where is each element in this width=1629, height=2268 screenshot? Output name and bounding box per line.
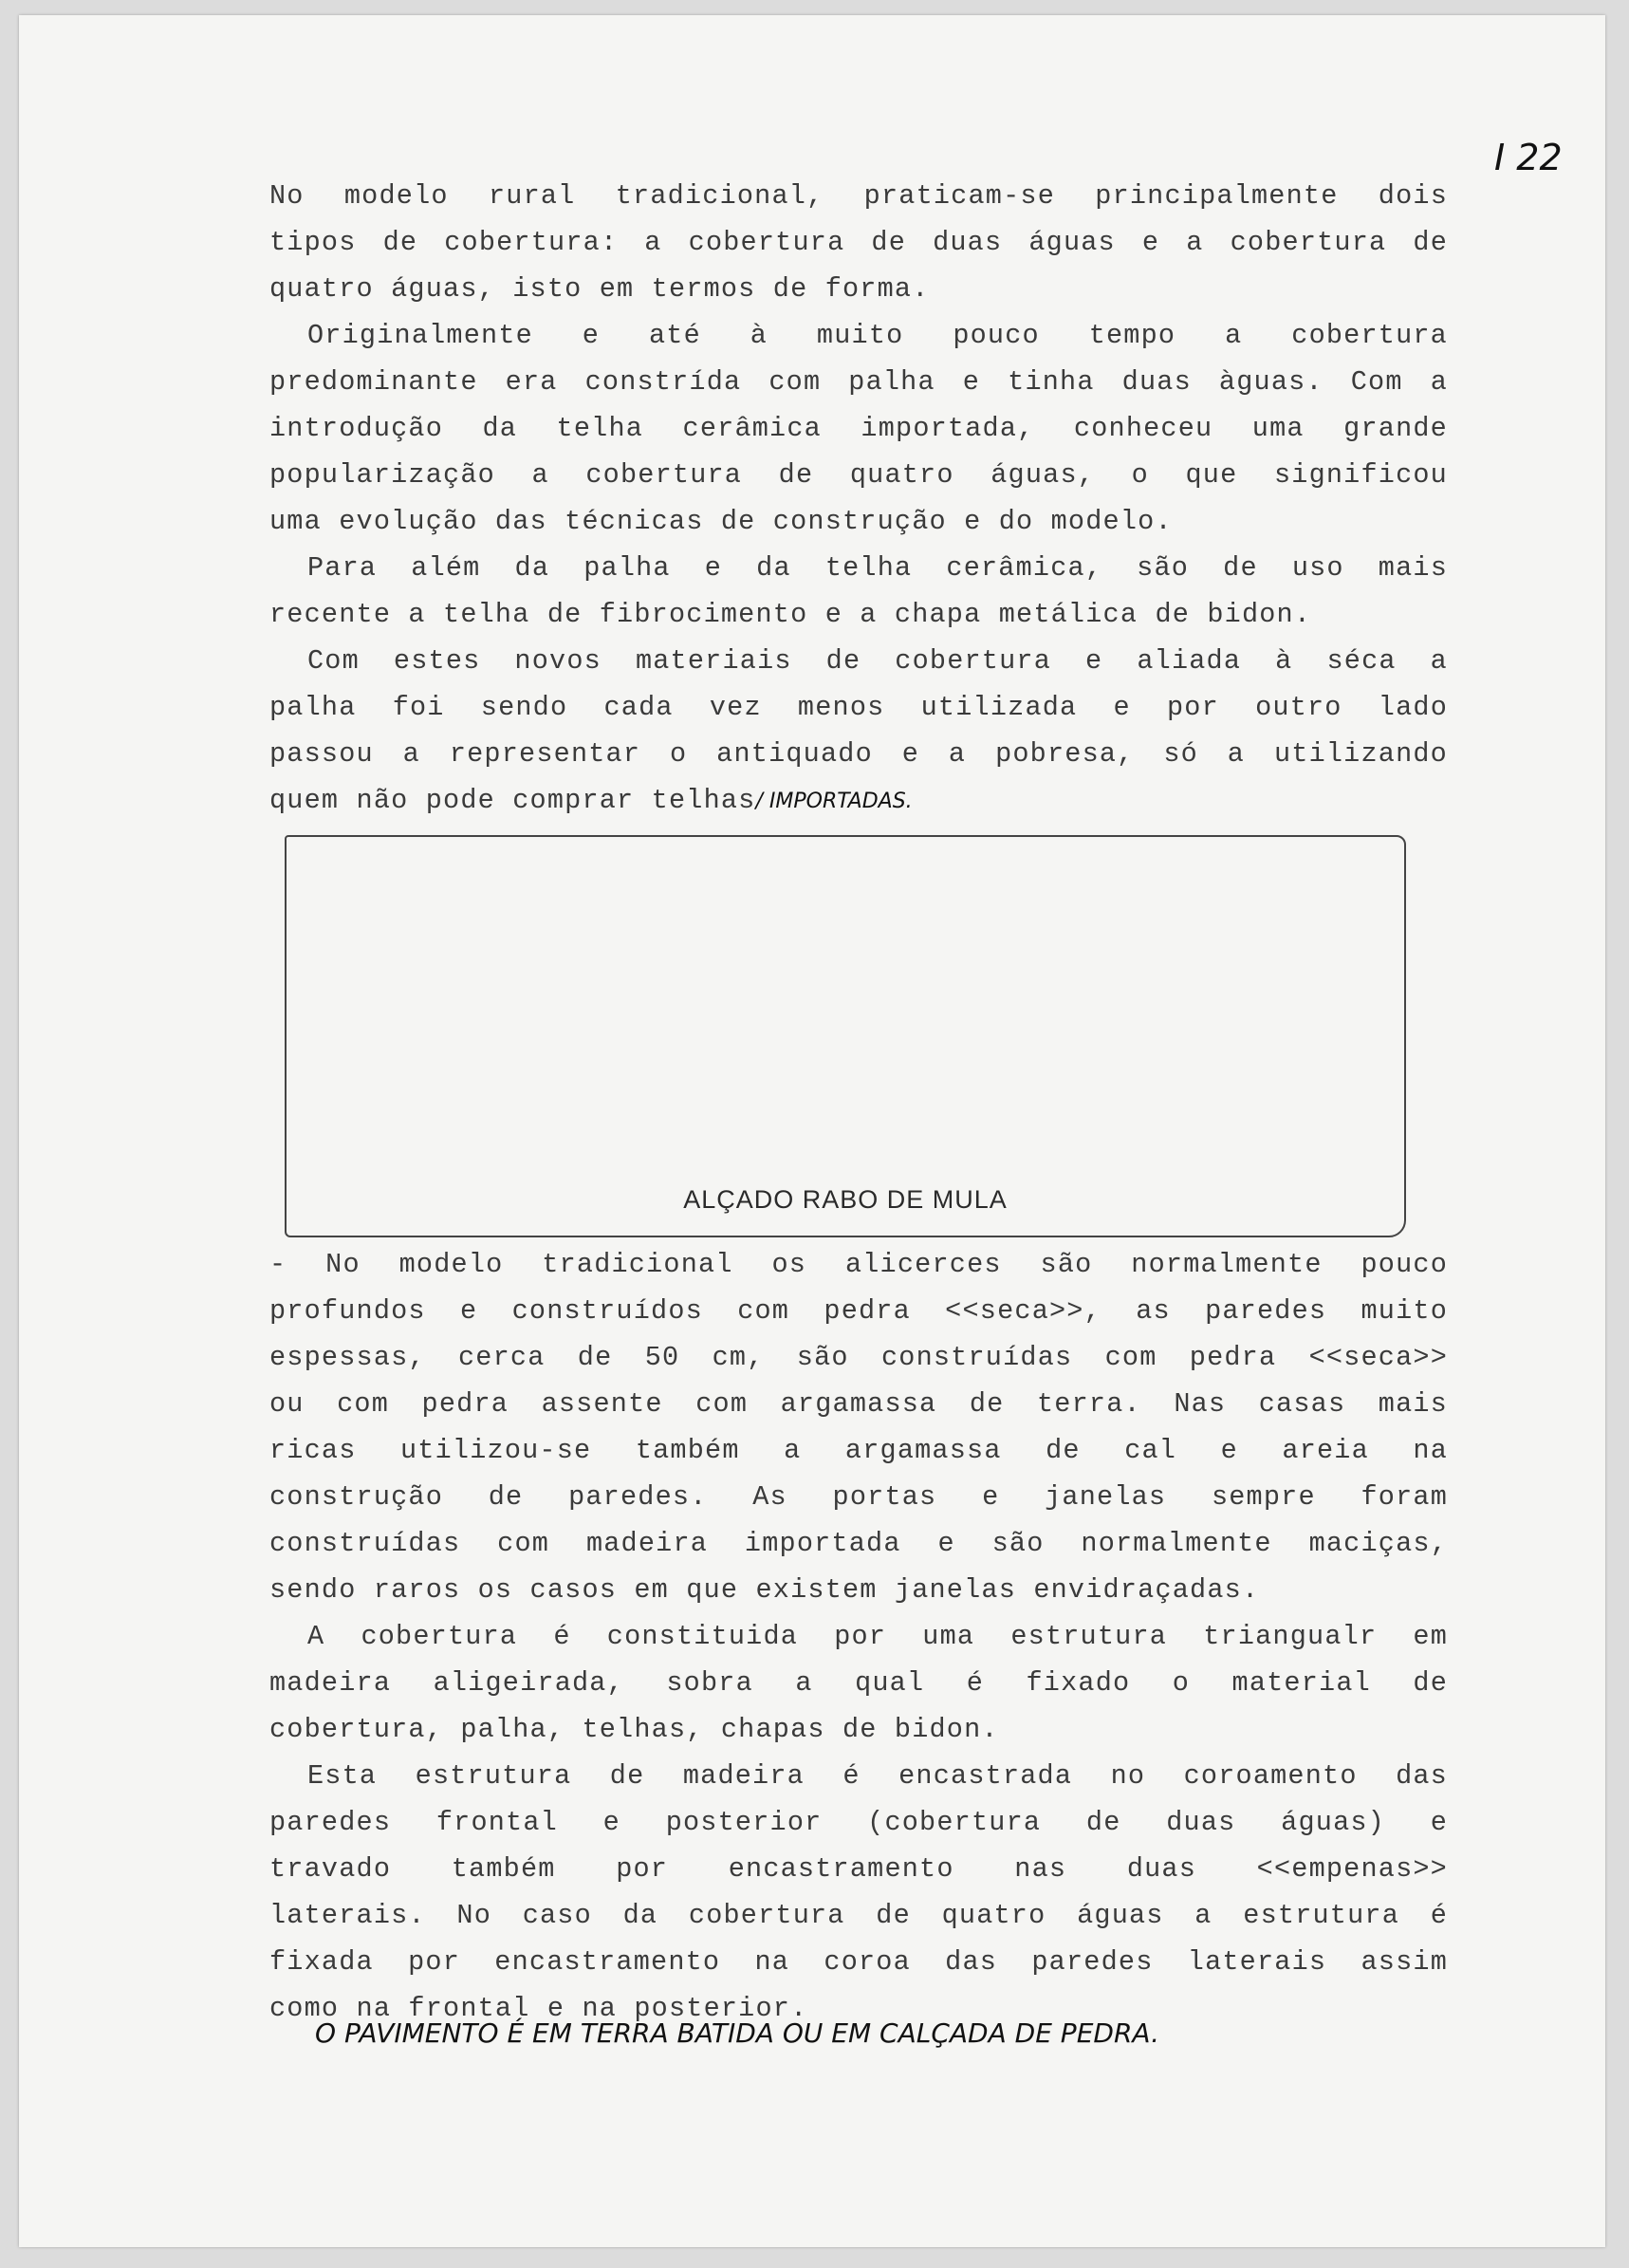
text-line: laterais. No caso da cobertura de quatro águas a estrutura é xyxy=(269,1900,1448,1931)
text-line: palha foi sendo cada vez menos utilizada e por outro lado xyxy=(269,692,1448,723)
figure-box xyxy=(285,835,1406,1237)
text-line: recente a telha de fibrocimento e a chapa metálica de bidon. xyxy=(269,599,1312,630)
text-line: Para além da palha e da telha cerâmica, são de uso mais xyxy=(307,552,1448,584)
text-line: popularização a cobertura de quatro águas, o que significou xyxy=(269,459,1448,491)
text-line: A cobertura é constituida por uma estrutura triangualr em xyxy=(307,1621,1448,1652)
text-line: Com estes novos materiais de cobertura e aliada à séca a xyxy=(307,645,1448,677)
text-line: uma evolução das técnicas de construção e do modelo. xyxy=(269,506,1173,537)
text-line: introdução da telha cerâmica importada, conheceu uma grande xyxy=(269,413,1448,444)
text-line: construídas com madeira importada e são normalmente maciças, xyxy=(269,1528,1448,1559)
text-line-with-insert xyxy=(269,777,1448,824)
text-line: como na frontal e na posterior. xyxy=(269,1993,808,2024)
figure-caption: ALÇADO RABO DE MULA xyxy=(683,1185,1008,1214)
text-line: - No modelo tradicional os alicerces são normalmente pouco xyxy=(269,1249,1448,1280)
handwritten-note: O PAVIMENTO É EM TERRA BATIDA OU EM CALÇADA DE PEDRA. xyxy=(315,2017,1159,2049)
handwritten-insert: / IMPORTADAS. xyxy=(755,790,913,813)
text-line: Esta estrutura de madeira é encastrada no coroamento das xyxy=(307,1760,1448,1792)
text-line: profundos e construídos com pedra <<seca>>, as paredes muito xyxy=(269,1295,1448,1327)
section-1-text xyxy=(269,173,1448,824)
section-2-text xyxy=(269,1241,1448,2032)
text-line: ricas utilizou-se também a argamassa de cal e areia na xyxy=(269,1435,1448,1466)
text-line: quatro águas, isto em termos de forma. xyxy=(269,273,930,305)
text-line: fixada por encastramento na coroa das paredes laterais assim xyxy=(269,1946,1448,1978)
text-line: passou a representar o antiquado e a pobresa, só a utilizando xyxy=(269,738,1448,770)
text-line: ou com pedra assente com argamassa de terra. Nas casas mais xyxy=(269,1388,1448,1420)
text-line: No modelo rural tradicional, praticam-se principalmente dois xyxy=(269,180,1448,212)
document-page xyxy=(19,15,1605,2247)
text-line: quem não pode comprar telhas xyxy=(269,785,756,816)
text-line: Originalmente e até à muito pouco tempo a cobertura xyxy=(307,320,1448,351)
text-line: sendo raros os casos em que existem janelas envidraçadas. xyxy=(269,1574,1260,1606)
text-line: madeira aligeirada, sobra a qual é fixado o material de xyxy=(269,1667,1448,1699)
text-line: construção de paredes. As portas e janelas sempre foram xyxy=(269,1481,1448,1513)
text-line: paredes frontal e posterior (cobertura de duas águas) e xyxy=(269,1807,1448,1838)
text-line: travado também por encastramento nas duas <<empenas>> xyxy=(269,1853,1448,1885)
text-line: tipos de cobertura: a cobertura de duas águas e a cobertura de xyxy=(269,227,1448,258)
text-line: predominante era constrída com palha e tinha duas àguas. Com a xyxy=(269,366,1448,398)
page-number: I 22 xyxy=(1494,137,1563,178)
text-line: espessas, cerca de 50 cm, são construídas com pedra <<seca>> xyxy=(269,1342,1448,1373)
text-line: cobertura, palha, telhas, chapas de bidon. xyxy=(269,1714,999,1745)
